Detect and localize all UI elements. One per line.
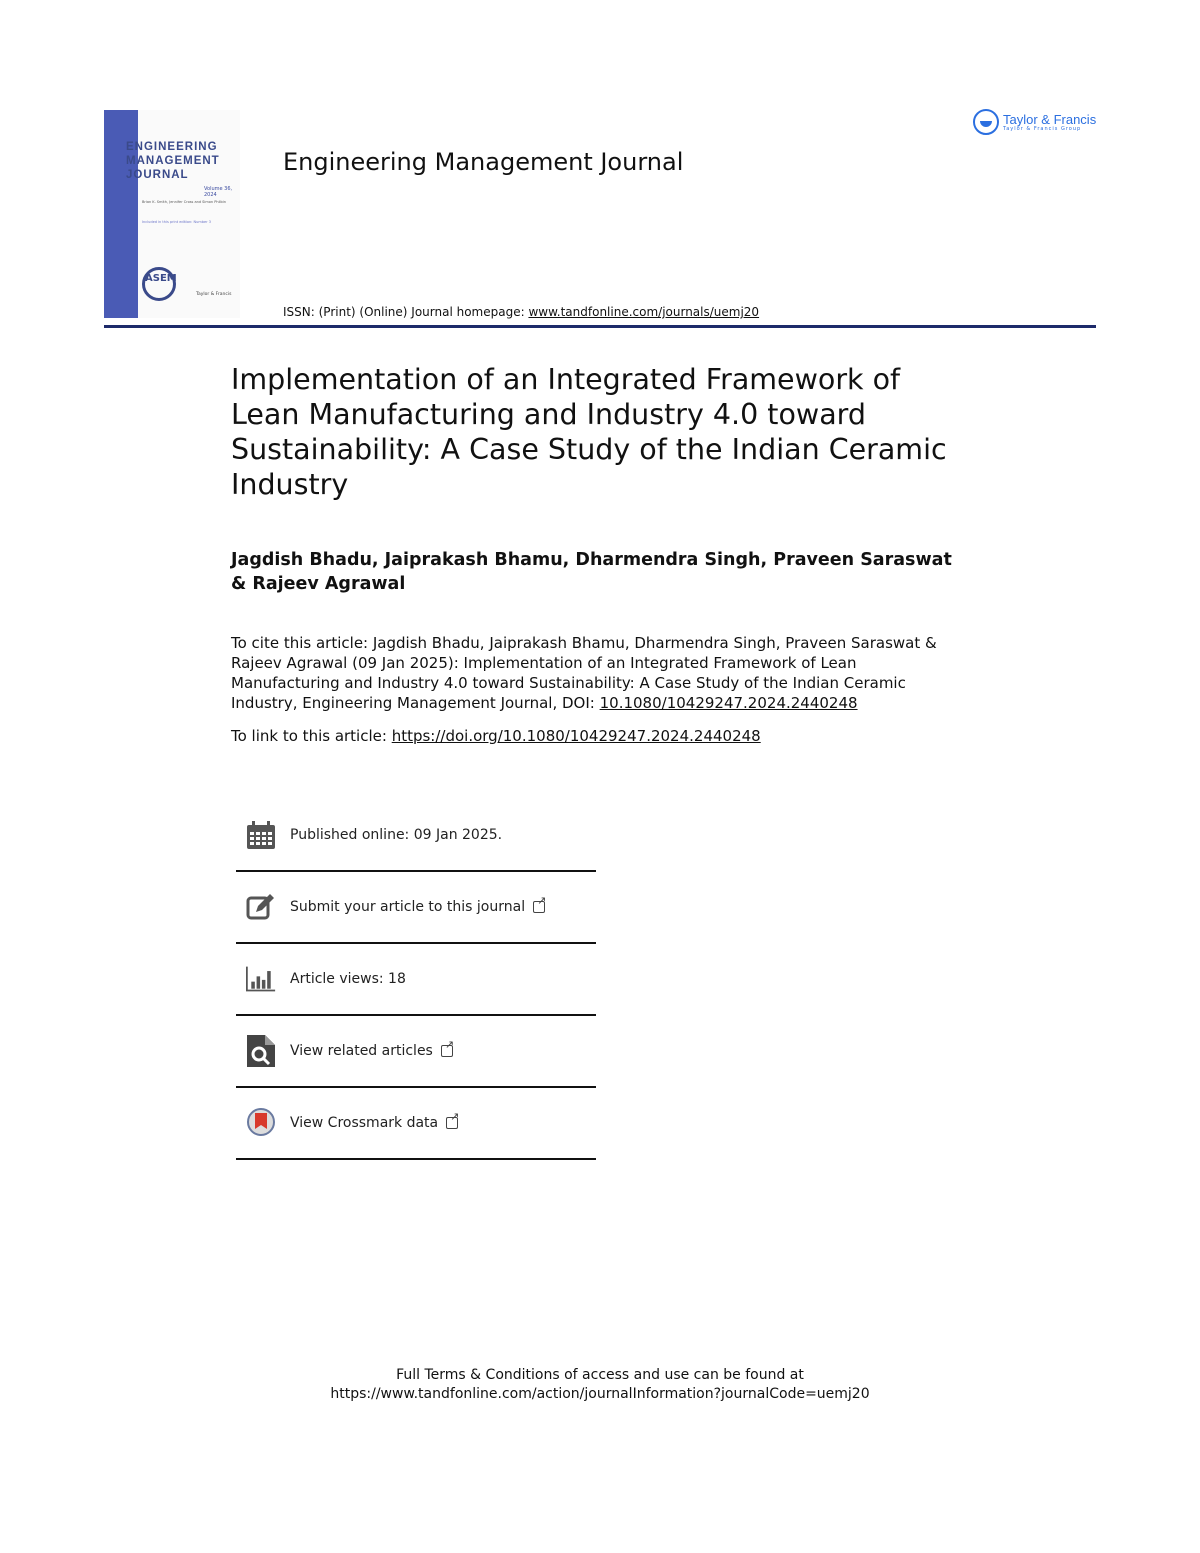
published-online-item [236,800,596,872]
cover-included: Included in this print edition: Number 3 [142,220,211,224]
header-rule [104,325,1096,328]
journal-title: Engineering Management Journal [283,148,684,176]
external-link-icon[interactable] [533,901,545,913]
journal-homepage-link[interactable]: www.tandfonline.com/journals/uemj20 [528,305,760,319]
publisher-sub: Taylor & Francis Group [1003,125,1082,132]
cover-publisher-logo: Taylor & Francis [196,292,232,297]
article-link-line [231,727,761,745]
cover-editors: Brian K. Smith, Jennifer Cross and Simon Philbin [142,200,226,204]
cite-text: Jagdish Bhadu, Jaiprakash Bhamu, Dharmendra Singh, Praveen Saraswat & Rajeev Agrawal (09 Jan 2025): Implementation of an Integrated Framework of Lean Manufacturing and Industry 4.0 toward Sustainability: A Case Study of the Indian Ceramic Industry, Engineering Management Journal, DOI: [231,634,937,712]
footer-line: Full Terms & Conditions of access and use can be found at [396,1367,804,1383]
cover-title [126,140,220,182]
related-articles-item[interactable] [236,1016,596,1088]
bar-chart-icon [246,964,276,994]
item-label[interactable]: Submit your article to this journal [290,899,526,915]
publisher-logo [973,109,1096,135]
cover-title-line: JOURNAL [126,169,189,181]
item-label: Article views: 18 [290,971,406,987]
publisher-name: Taylor & Francis [1003,111,1097,127]
lamp-icon [973,109,999,135]
article-title: Implementation of an Integrated Framework of Lean Manufacturing and Industry 4.0 toward Sustainability: A Case Study of the Indian Ceramic Industry [231,363,947,501]
external-link-icon[interactable] [446,1117,458,1129]
issn-line [283,305,759,319]
link-label: To link to this article: [231,727,392,745]
cite-label: To cite this article: [231,634,373,652]
cover-title-line: MANAGEMENT [126,155,220,167]
doi-link[interactable]: 10.1080/10429247.2024.2440248 [599,694,858,712]
crossmark-item[interactable] [236,1088,596,1160]
terms-link[interactable]: https://www.tandfonline.com/action/journalInformation?journalCode=uemj20 [330,1386,870,1402]
external-link-icon[interactable] [441,1045,453,1057]
article-info-list [236,800,596,1160]
journal-cover-image [104,110,240,318]
document-search-icon [246,1036,276,1066]
calendar-icon [246,820,276,850]
citation [231,633,961,713]
cover-title-line: ENGINEERING [126,141,218,153]
item-label: Published online: 09 Jan 2025. [290,827,503,843]
submit-article-item[interactable] [236,872,596,944]
item-label[interactable]: View Crossmark data [290,1115,439,1131]
article-views-item [236,944,596,1016]
crossmark-icon [246,1108,276,1138]
article-authors: Jagdish Bhadu, Jaiprakash Bhamu, Dharmendra Singh, Praveen Saraswat & Rajeev Agrawal [231,550,952,594]
asem-logo: ASEM [142,267,176,301]
item-label[interactable]: View related articles [290,1043,433,1059]
pencil-square-icon [246,892,276,922]
cover-volume: Volume 36, 2024 [204,186,233,198]
terms-footer [0,1366,1200,1404]
article-link[interactable]: https://doi.org/10.1080/10429247.2024.2440248 [391,727,761,745]
issn-text: ISSN: (Print) (Online) Journal homepage: [283,305,529,319]
